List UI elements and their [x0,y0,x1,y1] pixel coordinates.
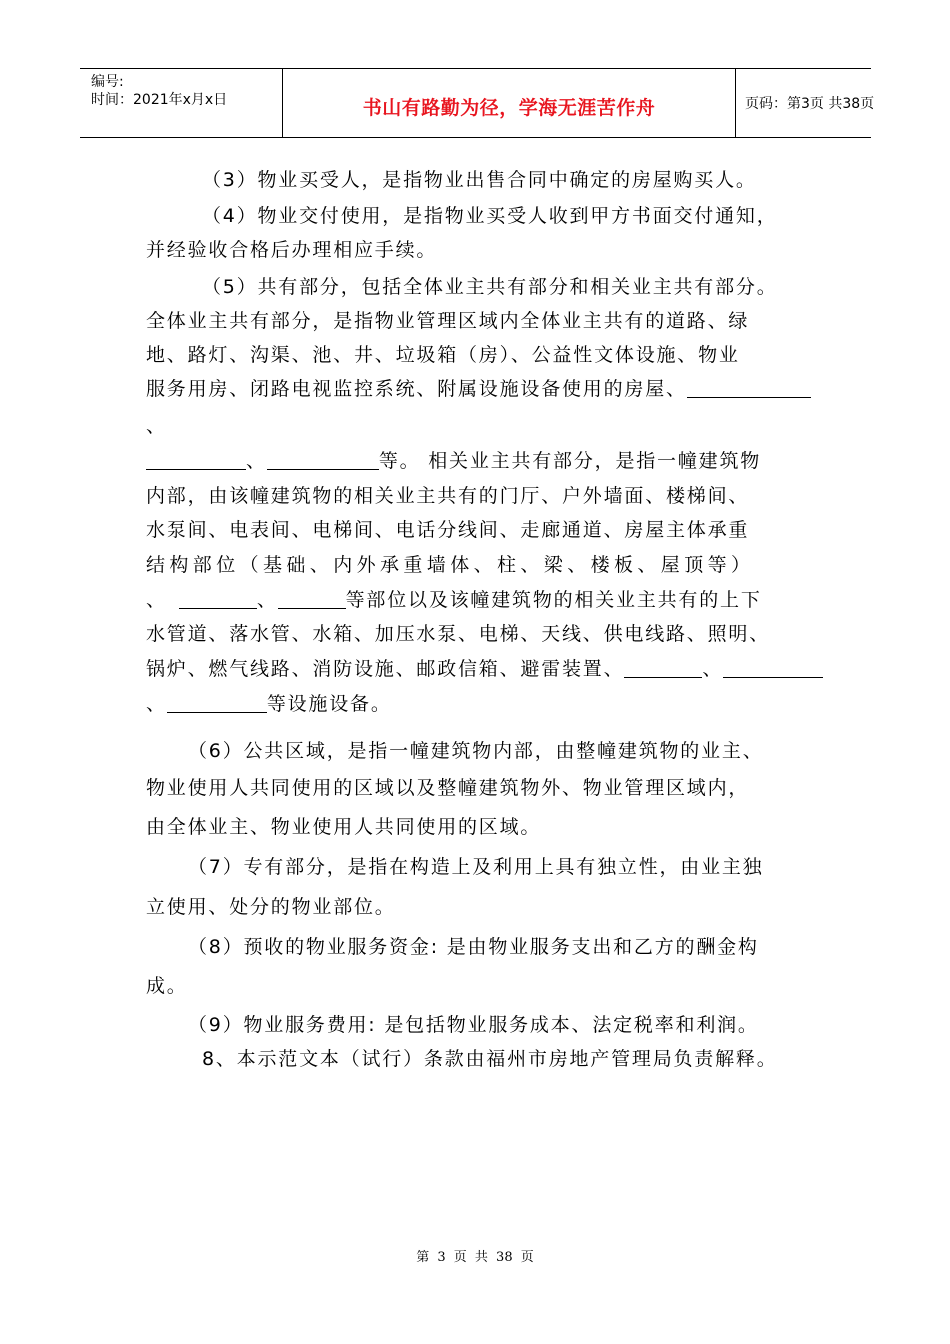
header-page-number: 页码：第3页 共38页 [745,96,875,112]
header-info-cell [80,69,283,137]
text-line: （6）公共区域，是指一幢建筑物内部，由整幢建筑物的业主、 [188,740,764,762]
page-footer: 第 3 页 共 38 页 [416,1250,534,1265]
text-line: 由全体业主、物业使用人共同使用的区域。 [146,816,542,838]
text-segment: 锅炉、燃气线路、消防设施、邮政信箱、避雷装置、 [146,658,625,680]
fill-blank[interactable] [167,693,267,713]
text-segment: 等部位以及该幢建筑物的相关业主共有的上下 [345,589,762,611]
text-segment: 服务用房、闭路电视监控系统、附属设施设备使用的房屋、 [146,378,687,400]
text-line: （7）专有部分，是指在构造上及利用上具有独立性，由业主独 [188,856,764,878]
text-line: 内部，由该幢建筑物的相关业主共有的门厅、户外墙面、楼梯间、 [146,485,750,507]
text-line: 并经验收合格后办理相应手续。 [146,239,438,261]
text-segment: 等设施设备。 [266,693,392,715]
text-line: 立使用、处分的物业部位。 [146,896,396,918]
fill-blank[interactable] [267,450,379,470]
text-line-with-blank [146,377,811,401]
text-line-with-blank [146,657,823,681]
document-code-label: 编号: [91,74,124,90]
fill-blank[interactable] [624,658,702,678]
text-line: （9）物业服务费用: 是包括物业服务成本、法定税率和利润。 [188,1014,759,1036]
text-line: 、 [146,415,167,437]
text-line-with-blank [146,692,392,716]
fill-blank[interactable] [687,378,811,398]
separator: 、 [256,589,278,611]
header-motto: 书山有路勤为径，学海无涯苦作舟 [362,97,656,119]
text-segment: 等。 相关业主共有部分，是指一幢建筑物 [378,450,762,472]
separator: 、 [146,693,167,715]
fill-blank[interactable] [179,589,257,609]
fill-blank[interactable] [278,589,346,609]
text-line: 结构部位（基础、内外承重墙体、柱、梁、楼板、屋顶等） [146,554,755,576]
header-page-cell [736,69,875,137]
header-motto-cell [283,69,736,137]
text-line: 物业使用人共同使用的区域以及整幢建筑物外、物业管理区域内， [146,777,750,799]
text-line-with-blank [146,588,762,612]
page-header [80,68,875,138]
separator: 、 [146,589,167,611]
text-line: 水管道、落水管、水箱、加压水泵、电梯、天线、供电线路、照明、 [146,623,771,645]
text-line: （4）物业交付使用，是指物业买受人收到甲方书面交付通知， [202,205,778,227]
fill-blank[interactable] [146,450,246,470]
text-line: （3）物业买受人，是指物业出售合同中确定的房屋购买人。 [202,169,757,191]
text-line: 地、路灯、沟渠、池、井、垃圾箱（房）、公益性文体设施、物业 [146,344,740,366]
text-line: 水泵间、电表间、电梯间、电话分线间、走廊通道、房屋主体承重 [146,519,750,541]
separator: 、 [246,450,267,472]
fill-blank[interactable] [723,658,823,678]
text-line: 8、本示范文本（试行）条款由福州市房地产管理局负责解释。 [202,1048,778,1070]
text-line: （8）预收的物业服务资金: 是由物业服务支出和乙方的酬金构 [188,936,759,958]
document-date-label: 时间：2021年x月x日 [91,92,228,108]
text-line: 全体业主共有部分，是指物业管理区域内全体业主共有的道路、绿 [146,310,750,332]
text-line: 成。 [146,975,188,997]
text-line: （5）共有部分，包括全体业主共有部分和相关业主共有部分。 [202,276,778,298]
separator: 、 [702,658,724,680]
text-line-with-blank [146,449,761,473]
